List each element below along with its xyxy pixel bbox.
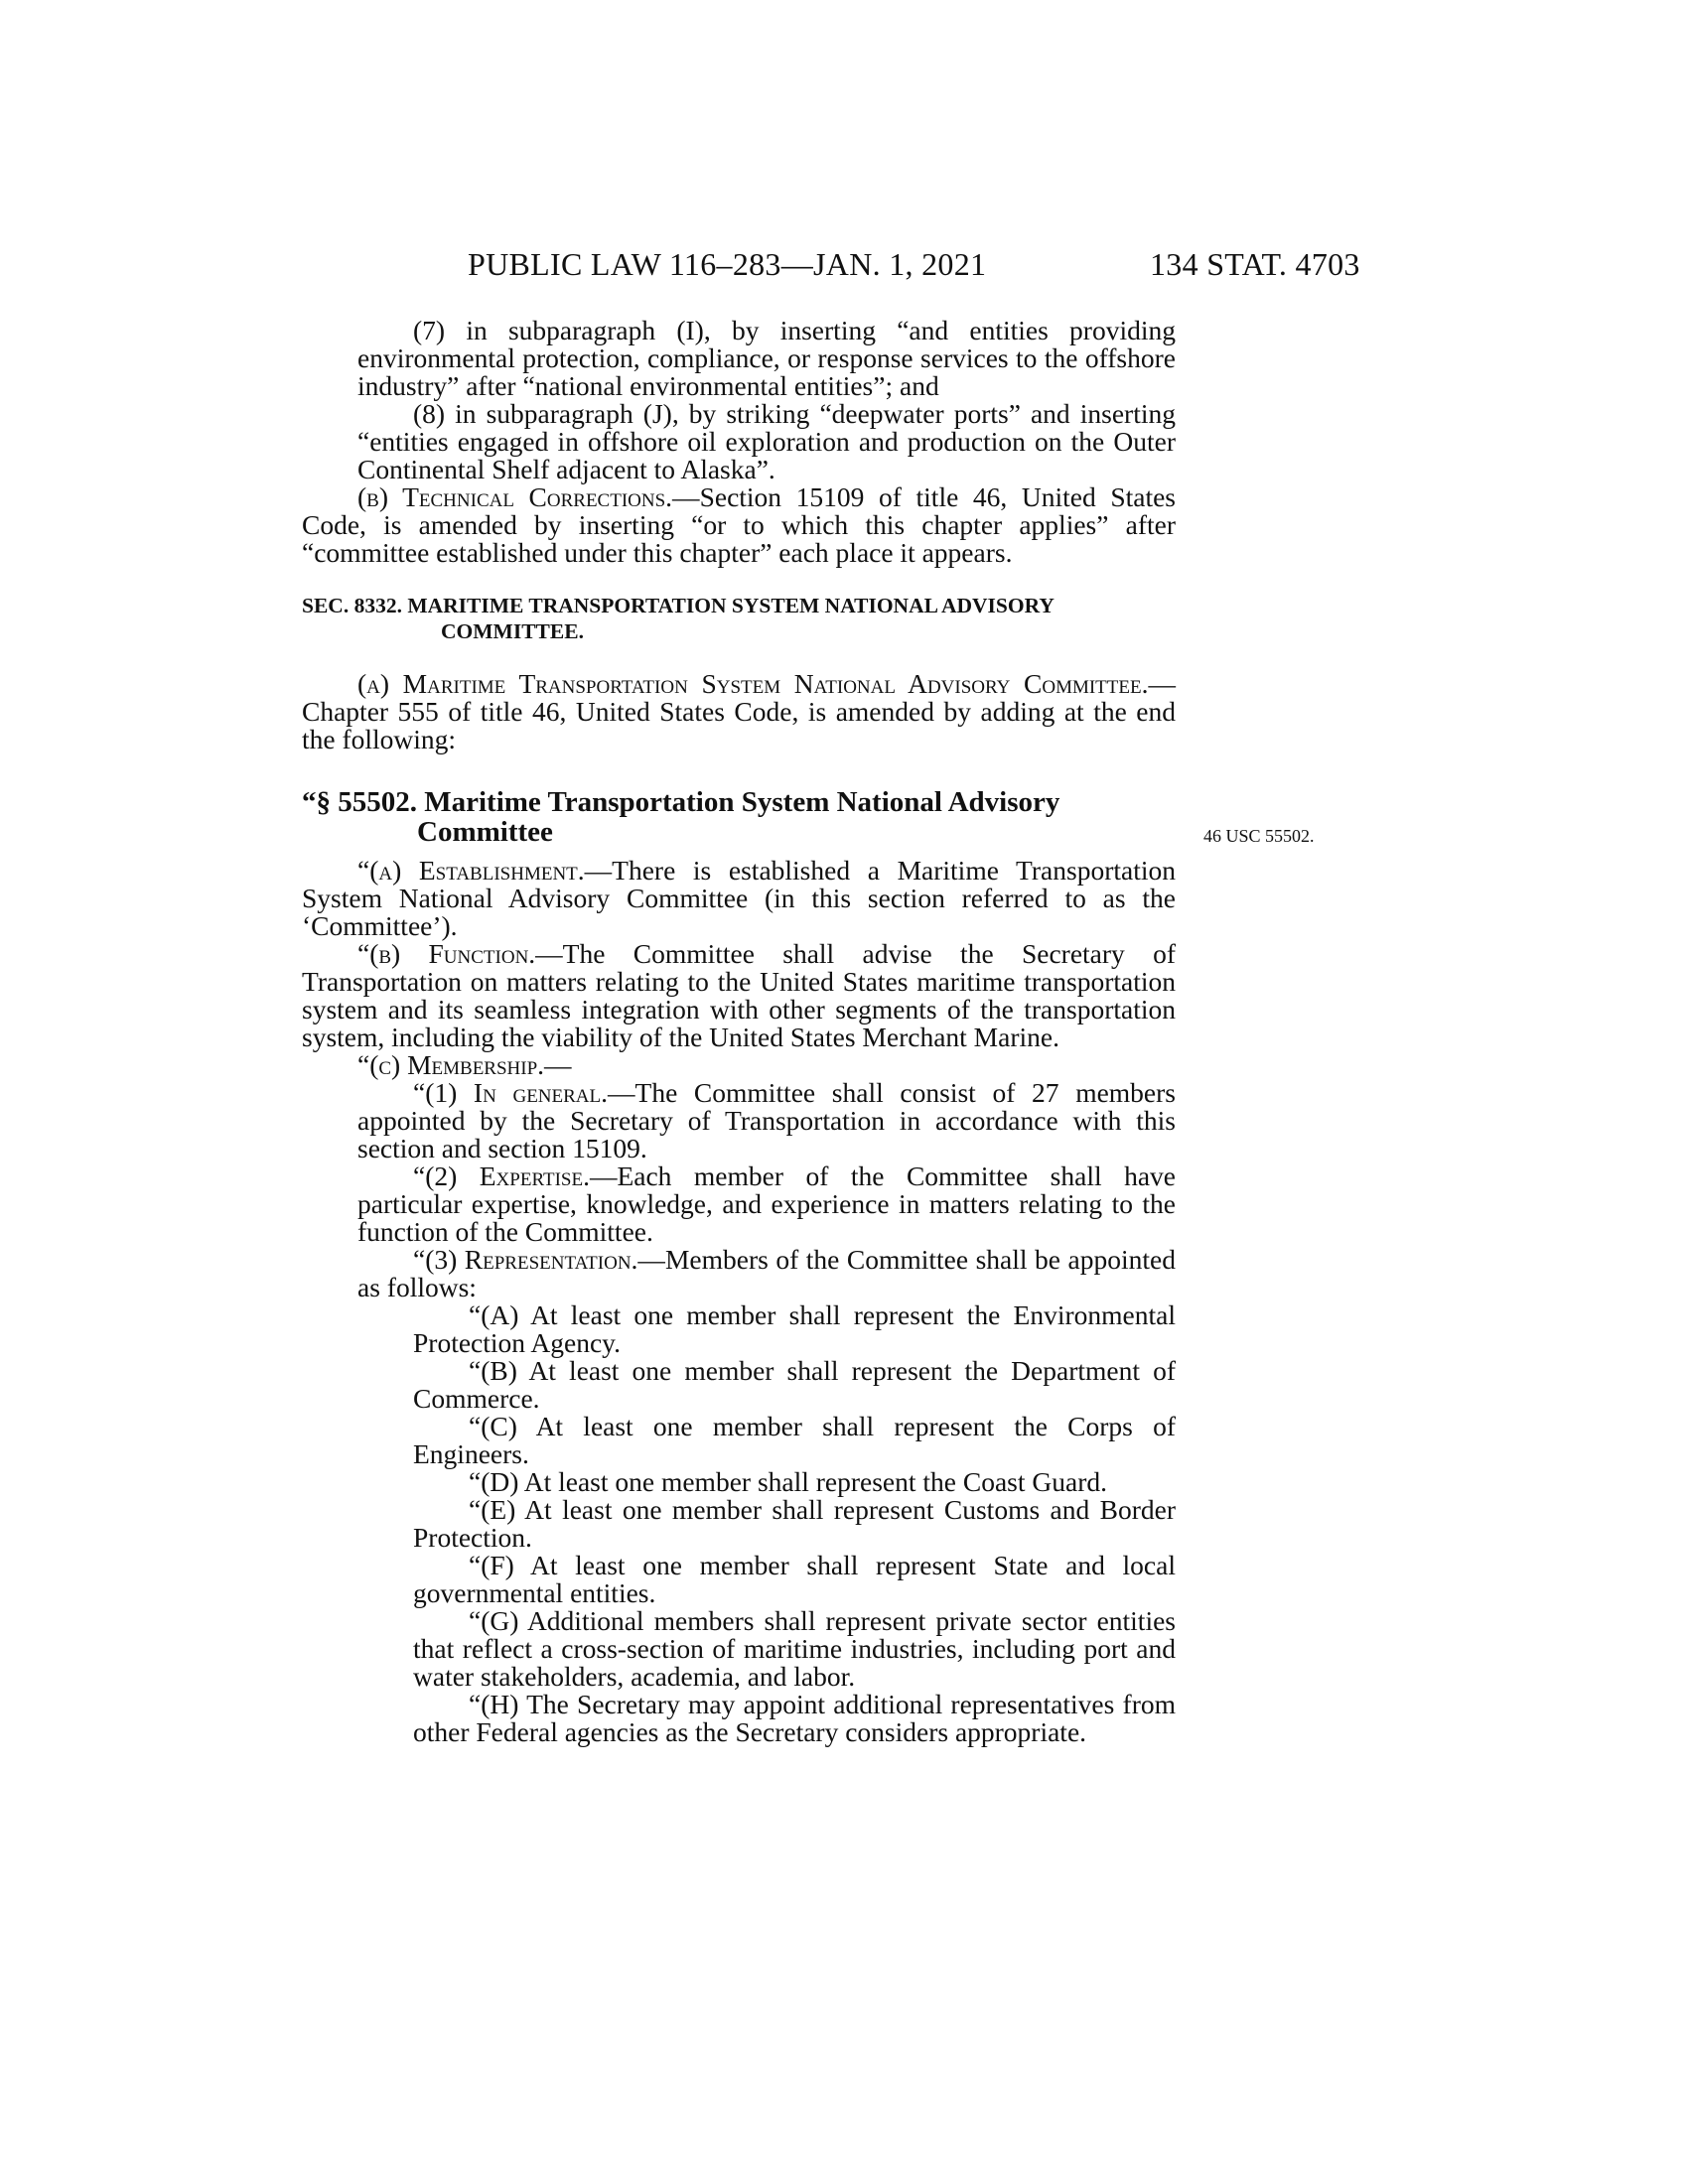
quoted-paragraph-3-heading: “(3) Representation.— (413, 1244, 665, 1275)
quoted-subsection-a (302, 857, 1176, 940)
body-text (302, 317, 1176, 1746)
quoted-subparagraph-B: “(B) At least one member shall represent the Department of Commerce. (413, 1355, 1176, 1414)
quoted-subparagraph-A: “(A) At least one member shall represent the Environmental Protection Agency. (413, 1299, 1176, 1358)
subsection-a (302, 670, 1176, 753)
quoted-subsection-a-text: There is established a Maritime Transportation System National Advisory Committee (in this section referred to as the ‘Committee’). (302, 855, 1176, 941)
quoted-subparagraph-D: “(D) At least one member shall represent the Coast Guard. (469, 1466, 1107, 1497)
quoted-paragraph-3 (302, 1246, 1176, 1301)
running-header-stat-page: 134 STAT. 4703 (1150, 246, 1360, 282)
quoted-paragraph-1-text: The Committee shall consist of 27 members appointed by the Secretary of Transportation in accordance with this section and section 15109. (357, 1077, 1176, 1163)
quoted-subparagraph-H: “(H) The Secretary may appoint additional representatives from other Federal agencies as the Secretary considers appropriate. (413, 1689, 1176, 1747)
subsection-b-text: Section 15109 of title 46, United States Code, is amended by inserting “or to which this chapter applies” after “committee established under this chapter” each place it appears. (302, 481, 1177, 568)
subsection-a-text: Chapter 555 of title 46, United States Code, is amended by adding at the end the following: (302, 696, 1176, 754)
margin-citation-note: 46 USC 55502. (1203, 826, 1315, 846)
quoted-paragraph-3-text: Members of the Committee shall be appointed as follows: (357, 1244, 1176, 1302)
quoted-subsection-b-heading: “(b) Function.— (357, 938, 563, 969)
quoted-paragraph-1-heading: “(1) In general.— (413, 1077, 635, 1108)
quoted-subsection-b (302, 940, 1176, 1051)
quoted-subsection-c-heading: “(c) Membership.— (357, 1049, 572, 1080)
code-section-heading: “§ 55502. Maritime Transportation System National Advisory Committee (302, 786, 1060, 848)
quoted-paragraph-2-heading: “(2) Expertise.— (413, 1160, 618, 1191)
quoted-subsection-b-text: The Committee shall advise the Secretary of Transportation on matters relating to the United States maritime transportation system and its seamless integration with other segments of the transportation system, including the viability of the United States Merchant Marine. (302, 938, 1176, 1052)
quoted-paragraph-1 (302, 1079, 1176, 1162)
quoted-paragraph-2-text: Each member of the Committee shall have particular expertise, knowledge, and experience in matters relating to the function of the Committee. (357, 1160, 1176, 1247)
subsection-b-heading: (b) Technical Corrections.— (357, 481, 700, 512)
quoted-subparagraph-F: “(F) At least one member shall represent State and local governmental entities. (413, 1550, 1176, 1608)
quoted-paragraph-2 (302, 1162, 1176, 1246)
paragraph-7: (7) in subparagraph (I), by inserting “and entities providing environmental protection, compliance, or response services to the offshore industry” after “national environmental entities”; and (357, 315, 1176, 401)
quoted-subparagraph-C: “(C) At least one member shall represent the Corps of Engineers. (413, 1411, 1176, 1469)
subsection-b (302, 483, 1176, 567)
subsection-a-heading: (a) Maritime Transportation System National Advisory Committee.— (357, 668, 1176, 699)
running-header-title: PUBLIC LAW 116–283—JAN. 1, 2021 (468, 246, 987, 282)
quoted-subsection-c (302, 1051, 1176, 1079)
quoted-subparagraph-G: “(G) Additional members shall represent private sector entities that reflect a cross-section of maritime industries, including port and water stakeholders, academia, and labor. (413, 1605, 1176, 1692)
section-heading: SEC. 8332. MARITIME TRANSPORTATION SYSTEM NATIONAL ADVISORY COMMITTEE. (302, 594, 1055, 643)
quoted-subsection-a-heading: “(a) Establishment.— (357, 855, 613, 886)
quoted-subparagraph-E: “(E) At least one member shall represent Customs and Border Protection. (413, 1494, 1176, 1553)
paragraph-8: (8) in subparagraph (J), by striking “deepwater ports” and inserting “entities engaged in offshore oil exploration and production on the Outer Continental Shelf adjacent to Alaska”. (357, 398, 1176, 484)
